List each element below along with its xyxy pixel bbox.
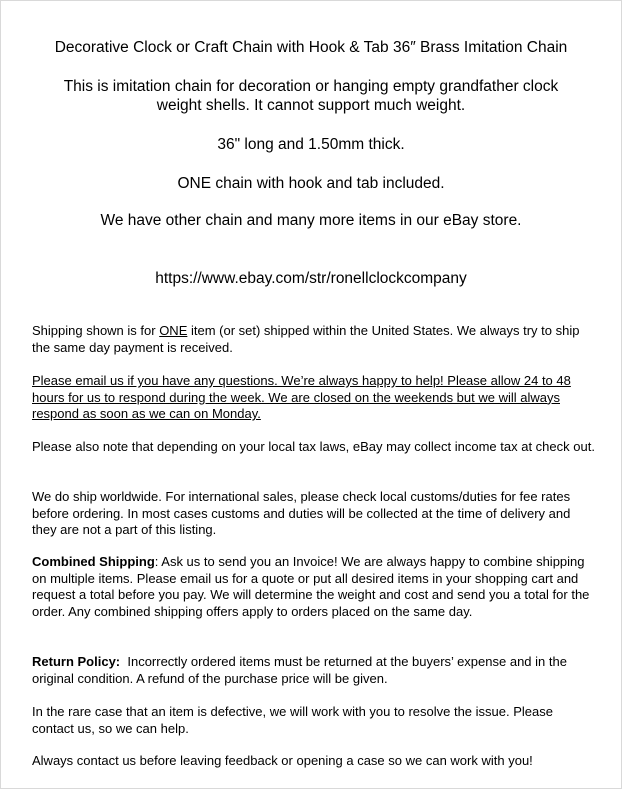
intro-text: This is imitation chain for decoration or hanging empty grandfather clock weight shells. It cannot support much weight. <box>63 78 559 114</box>
feedback-paragraph: Always contact us before leaving feedback or opening a case so we can work with you! <box>32 753 533 768</box>
size-text: 36" long and 1.50mm thick. <box>217 136 405 153</box>
shipping-paragraph <box>32 323 598 356</box>
store-url: https://www.ebay.com/str/ronellclockcompany <box>155 270 467 287</box>
defective-paragraph: In the rare case that an item is defective, we will work with you to resolve the issue. Please contact us, so we can help. <box>32 704 553 736</box>
store-note: We have other chain and many more items in our eBay store. <box>100 212 522 229</box>
return-policy-text: Incorrectly ordered items must be returned at the buyers’ expense and in the original condition. A refund of the purchase price will be given. <box>32 654 571 686</box>
listing-title: Decorative Clock or Craft Chain with Hook & Tab 36″ Brass Imitation Chain <box>54 39 568 56</box>
combined-shipping-paragraph <box>32 554 598 620</box>
shipping-one-emphasis: ONE <box>159 323 188 338</box>
contact-paragraph: Please email us if you have any questions. We’re always happy to help! Please allow 24 to 48 hours for us to respond during the week. We are closed on the weekends but we will always respond as soon as we can on Monday. <box>32 373 571 421</box>
tax-paragraph: Please also note that depending on your local tax laws, eBay may collect income tax at check out. <box>32 439 595 454</box>
shipping-pre: Shipping shown is for <box>32 323 160 338</box>
worldwide-paragraph: We do ship worldwide. For international sales, please check local customs/duties for fee rates before ordering. In most cases customs and duties will be collected at the time of delivery and they are not a part of this listing. <box>32 489 571 537</box>
shipping-post: item (or set) shipped within the United States. We always try to ship the same day payment is received. <box>32 323 580 355</box>
combined-shipping-text: : Ask us to send you an Invoice! We are always happy to combine shipping on multiple items. Please email us for a quote or put all desired items in your shopping cart and request a total before you pay. We will determine the weight and cost and send you a total for the order. Any combined shipping offers apply to orders placed on the same day. <box>32 554 590 619</box>
combined-shipping-label: Combined Shipping <box>32 554 155 569</box>
return-policy-paragraph <box>32 654 598 687</box>
return-policy-label: Return Policy: <box>32 654 121 669</box>
included-text: ONE chain with hook and tab included. <box>177 175 445 192</box>
